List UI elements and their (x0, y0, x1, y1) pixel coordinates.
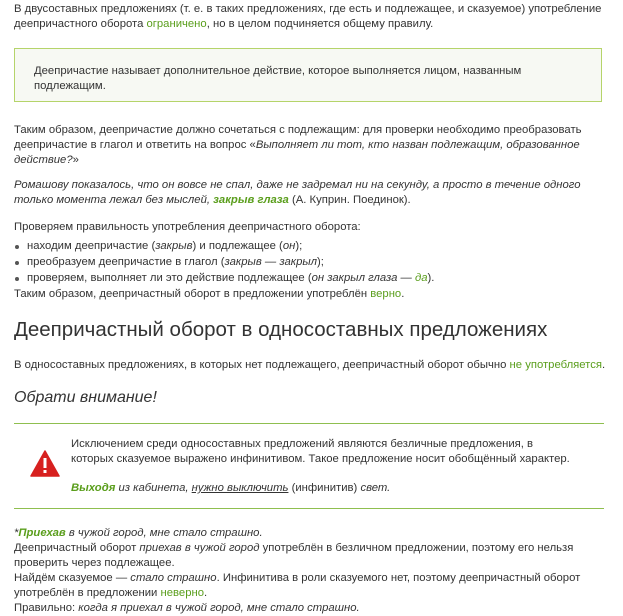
check-text: Таким образом, деепричастие должно сочетаться с подлежащим: для проверки необходимо преобразовать деепричастие в глагол и ответить на вопрос « (14, 124, 582, 151)
one-part-highlight: не употребляется (509, 359, 602, 371)
intro-highlight: ограничено (146, 18, 207, 30)
attention-example (71, 481, 571, 496)
attention-box (14, 423, 604, 509)
list-item (14, 255, 434, 271)
explanation-text: Деепричастный оборот (14, 542, 140, 554)
incorrect-participle: Приехав (18, 527, 66, 539)
example-quote-text: Ромашову показалось, что он вовсе не спал, даже не задремал ни на секунду, а просто в течение одного только момента лежал без мыслей, (14, 179, 581, 206)
conclusion-highlight: верно (370, 288, 402, 300)
explanation-text: . (204, 587, 208, 599)
intro-paragraph (14, 2, 614, 32)
check-question: Выполняет ли тот, кто назван подлежащим, образованное действие? (14, 139, 580, 166)
example-source: (А. Куприн. Поединок). (288, 194, 411, 206)
explanation-text: . Инфинитива в роли сказуемого нет, поэтому деепричастный оборот употреблён в предложении (14, 572, 581, 599)
attention-example-end: свет. (360, 482, 391, 494)
example-participle: закрыв глаза (213, 194, 289, 206)
correct-sentence: когда я приехал в чужой город, мне стало страшно. (78, 602, 360, 614)
incorrect-example-line (14, 526, 604, 541)
step-text: ) и подлежащее ( (192, 240, 283, 252)
check-paragraph (14, 123, 594, 168)
check-steps-list (14, 239, 434, 287)
attention-example-note: (инфинитив) (288, 482, 361, 494)
definition-box (14, 48, 602, 102)
section-heading: Деепричастный оборот в односоставных предложениях (14, 318, 548, 341)
predicate-explanation (14, 571, 604, 601)
correct-label: Правильно: (14, 602, 79, 614)
conclusion (14, 287, 404, 302)
conclusion-end: . (401, 288, 405, 300)
one-part-text: В односоставных предложениях, в которых нет подлежащего, деепричастный оборот обычно (14, 359, 510, 371)
attention-example-participle: Выходя (71, 482, 116, 494)
step-text: ). (427, 272, 435, 284)
step-italic: закрыв (155, 240, 193, 252)
intro-text-end: , но в целом подчиняется общему правилу. (206, 18, 434, 30)
check-quote-close: » (72, 154, 79, 166)
explanation-italic: приехав в чужой город (139, 542, 260, 554)
attention-example-text: из кабинета, (115, 482, 192, 494)
explanation-italic: стало страшно (130, 572, 217, 584)
step-answer: да (414, 272, 428, 284)
intro-text: В двусоставных предложениях (т. е. в таких предложениях, где есть и подлежащее, и сказуемое) употребление деепричастного оборота (14, 3, 602, 30)
step-italic: — (397, 272, 415, 284)
step-italic: закрыв — закрыл (224, 256, 318, 268)
step-text: ); (295, 240, 303, 252)
incorrect-sentence: в чужой город, мне стало страшно. (65, 527, 263, 539)
warning-triangle-icon (30, 450, 60, 477)
list-item (14, 239, 434, 255)
list-item (14, 271, 434, 287)
one-part-end: . (602, 359, 606, 371)
attention-title: Обрати внимание! (14, 389, 157, 406)
step-text: преобразуем деепричастие в глагол ( (27, 256, 225, 268)
step-text: находим деепричастие ( (27, 240, 156, 252)
step-text: ); (317, 256, 324, 268)
check-intro: Проверяем правильность употребления деепричастного оборота: (14, 221, 361, 233)
incorrect-explanation (14, 541, 604, 571)
definition-text: Деепричастие называет дополнительное действие, которое выполняется лицом, названным подлежащим. (34, 65, 522, 92)
step-italic: он (282, 240, 296, 252)
incorrect-example (14, 526, 604, 616)
conclusion-text: Таким образом, деепричастный оборот в предложении употреблён (14, 288, 371, 300)
example-quote (14, 178, 614, 208)
explanation-highlight: неверно (160, 587, 204, 599)
step-text: проверяем, выполняет ли это действие подлежащее ( (27, 272, 312, 284)
step-italic: он закрыл глаза (311, 272, 398, 284)
attention-text: Исключением среди односоставных предложений являются безличные предложения, в которых сказуемое выражено инфинитивом. Такое предложение носит обобщённый характер. (71, 438, 570, 465)
one-part-paragraph (14, 358, 605, 373)
asterisk: * (14, 527, 19, 539)
attention-example-predicate: нужно выключить (191, 482, 289, 494)
explanation-text: Найдём сказуемое — (14, 572, 131, 584)
explanation-text: употреблён в безличном предложении, поэтому его нельзя проверить через подлежащее. (14, 542, 574, 569)
